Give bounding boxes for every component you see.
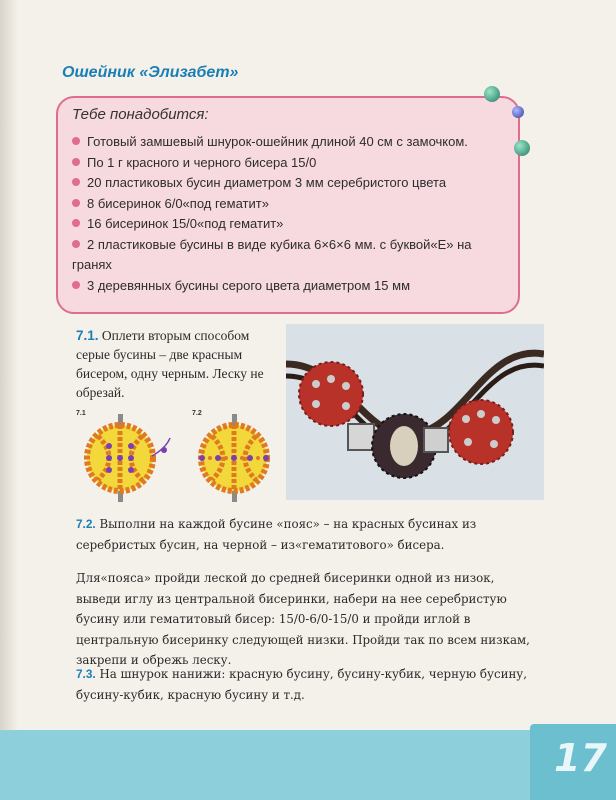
red-bead (449, 400, 513, 464)
materials-list (72, 132, 512, 296)
decorative-bead-icon (512, 106, 524, 118)
material-item: По 1 г красного и черного бисера 15/0 (72, 153, 512, 174)
collar-photo (286, 324, 544, 500)
page-number: 17 (554, 736, 607, 780)
decorative-bead-icon (514, 140, 530, 156)
bullet-icon (72, 240, 80, 248)
diagram-label: 7.1 (76, 410, 86, 417)
cube-bead (348, 424, 374, 450)
material-item: 2 пластиковые бусины в виде кубика 6×6×6 мм. с буквой«Е» на гранях (72, 236, 472, 272)
bead-scheme-7-2 (199, 414, 269, 502)
cube-bead (424, 428, 448, 452)
bullet-icon (72, 137, 80, 145)
beading-diagram (74, 408, 284, 508)
material-item: 8 бисеринок 6/0«под гематит» (72, 194, 512, 215)
material-item: 20 пластиковых бусин диаметром 3 мм серебристого цвета (72, 173, 512, 194)
red-bead (299, 362, 363, 426)
decorative-bead-icon (484, 86, 500, 102)
bullet-icon (72, 178, 80, 186)
bead-scheme-7-1 (87, 414, 170, 502)
bullet-icon (72, 219, 80, 227)
belt-instructions: Для«пояса» пройди леской до средней бисеринки одной из низок, выведи иглу из центральной бисеринки, набери на нее серебристую бусину или гематитовый бисер: 15/0-6/0-15/0 и пройди иглой в центральную бисеринку следующей низки. Пройди так по всем низкам, закрепи и обрежь леску. (76, 571, 530, 667)
bullet-icon (72, 199, 80, 207)
bullet-icon (72, 158, 80, 166)
material-item: 3 деревянных бусины серого цвета диаметром 15 мм (72, 276, 512, 297)
materials-card (56, 96, 520, 314)
footer-band (0, 730, 616, 800)
page-gutter (0, 0, 18, 800)
step-7-1: 7.1. Оплети вторым способом серые бусины – две красным бисером, одну черным. Леску не обрезай. (76, 328, 264, 400)
material-item: Готовый замшевый шнурок-ошейник длиной 40 см с замочком. (72, 132, 512, 153)
step-7-2: 7.2. Выполни на каждой бусине «пояс» – на красных бусинах из серебристых бусин, на черной – из«гематитового» бисера. (76, 517, 477, 552)
step-7-3: 7.3. На шнурок нанижи: красную бусину, бусину-кубик, черную бусину, бусину-кубик, красную бусину и т.д. (76, 667, 527, 702)
bullet-icon (72, 281, 80, 289)
material-item: 16 бисеринок 15/0«под гематит» (72, 214, 512, 235)
page-title: Ошейник «Элизабет» (62, 64, 239, 81)
diagram-label: 7.2 (192, 410, 202, 417)
materials-heading: Тебе понадобится: (72, 106, 209, 123)
